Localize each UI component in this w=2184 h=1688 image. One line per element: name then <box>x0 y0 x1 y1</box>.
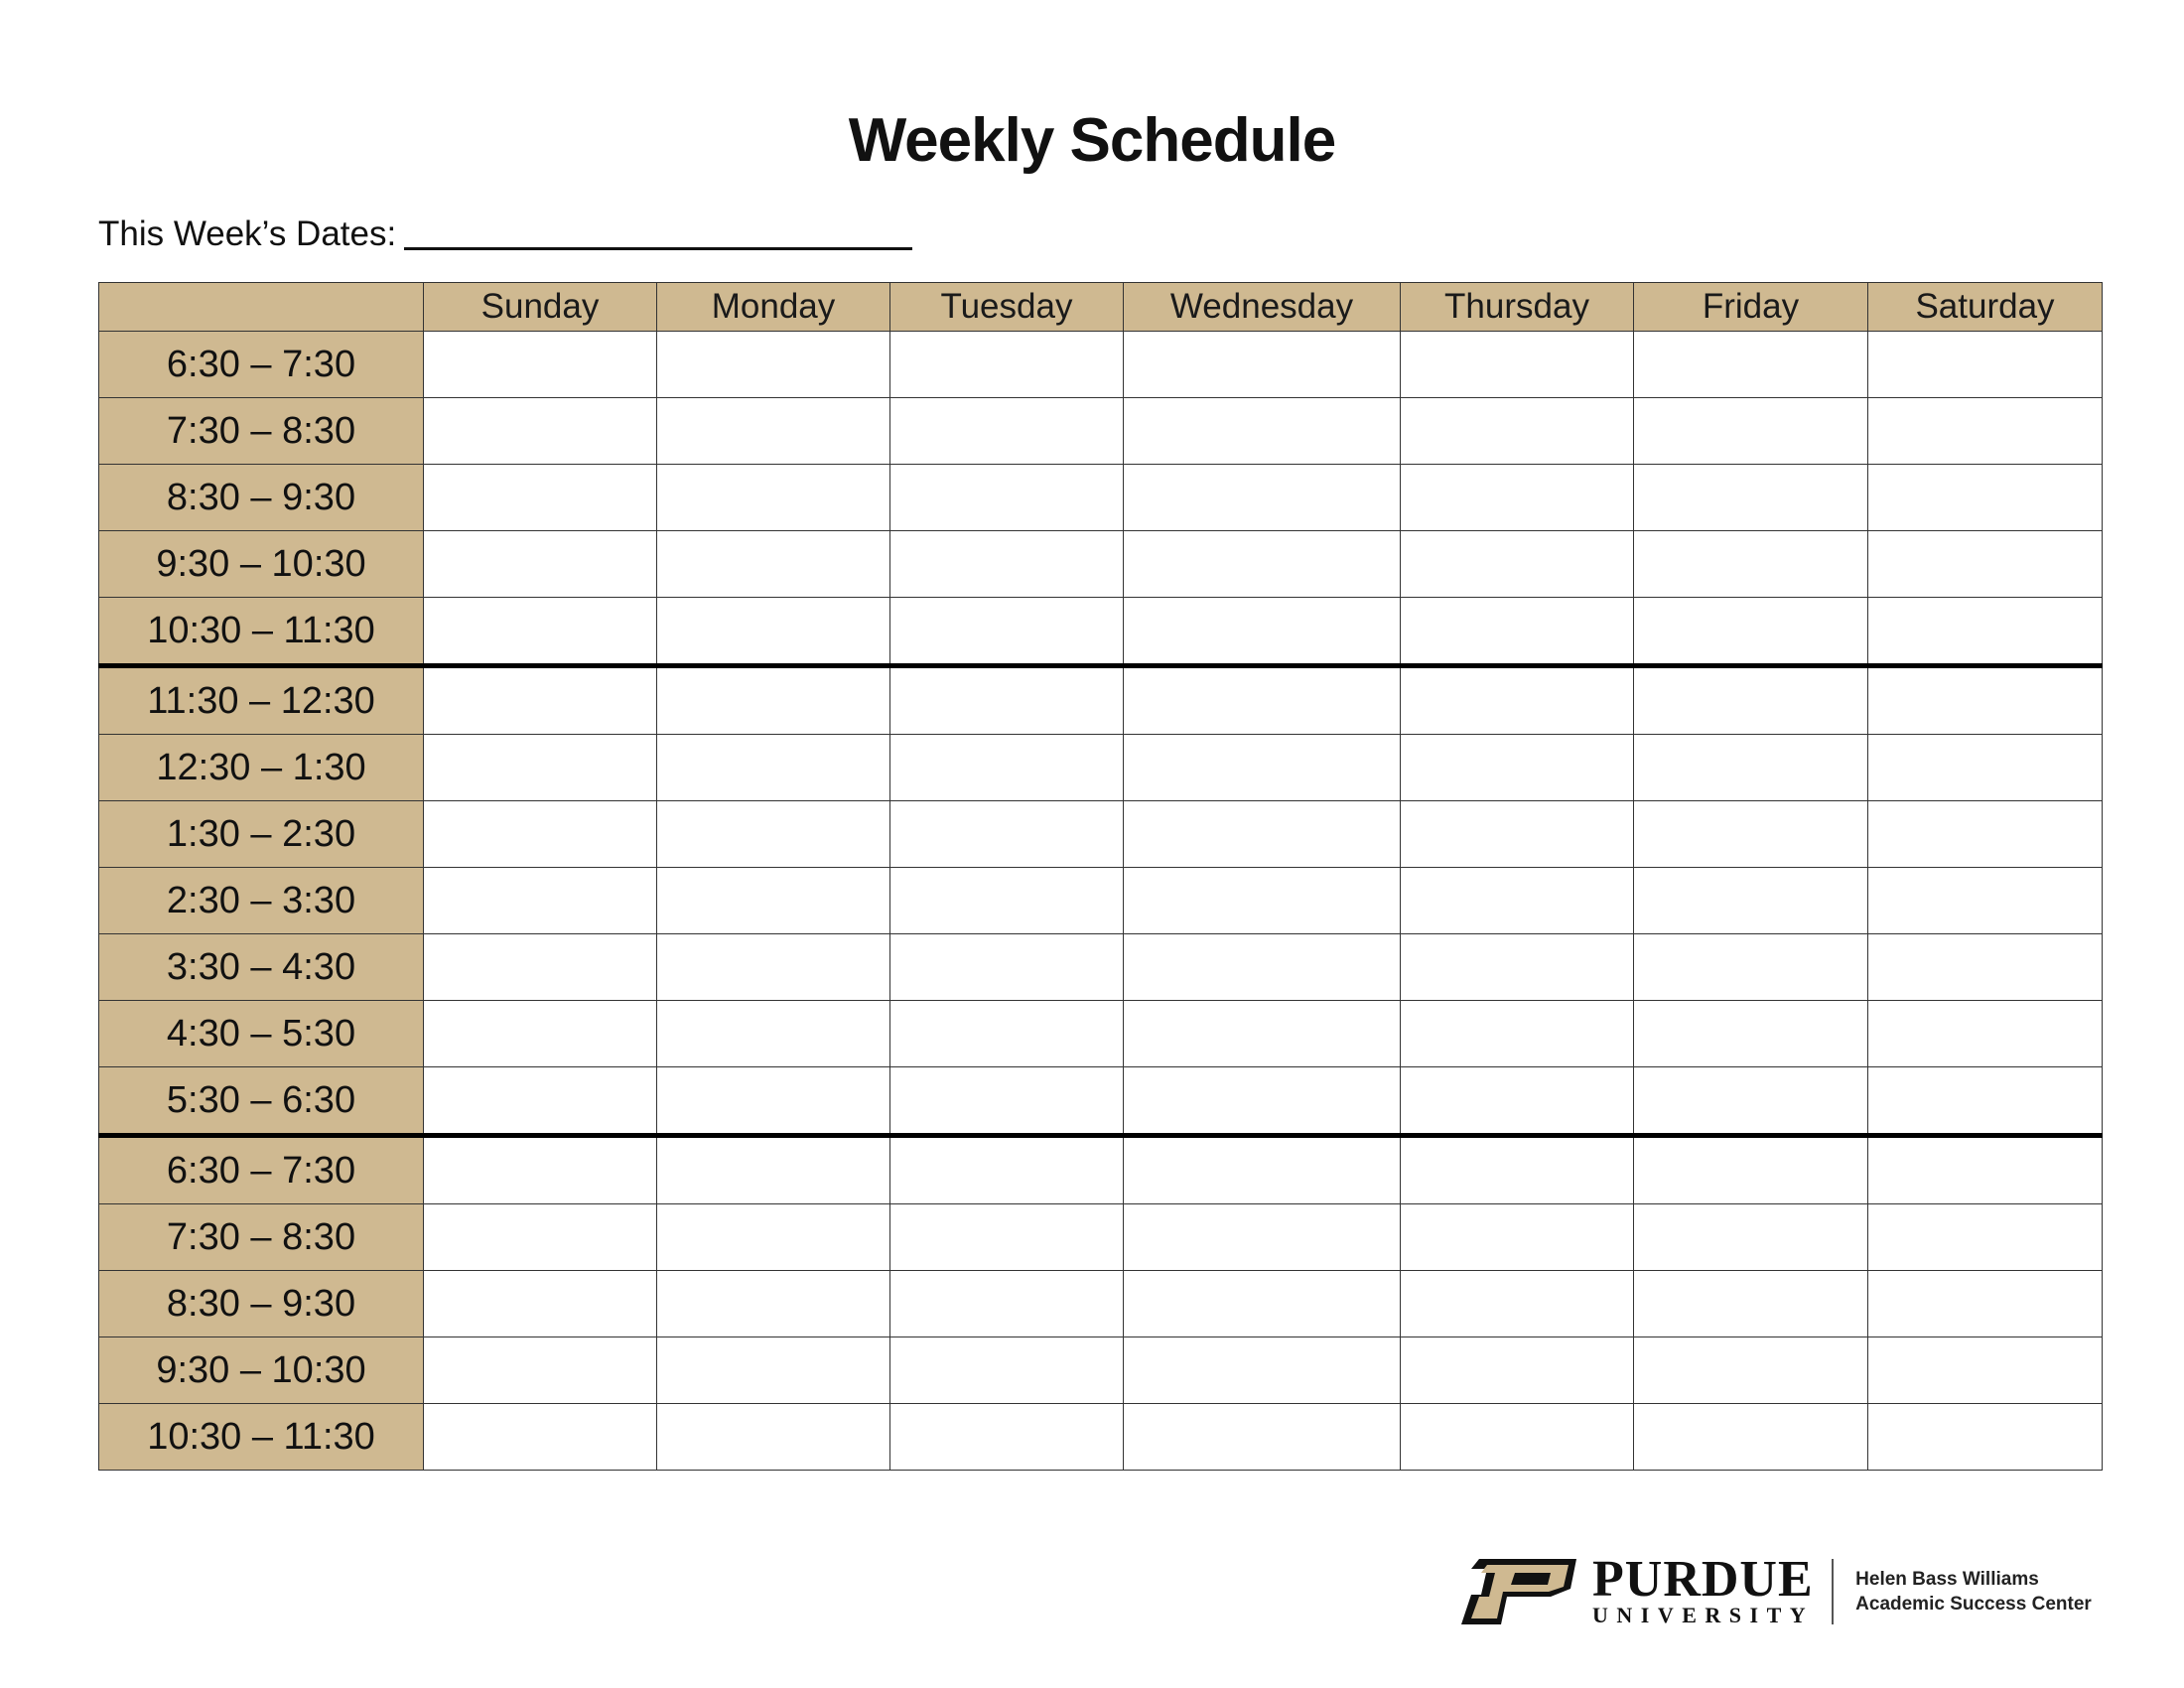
schedule-cell-thursday[interactable] <box>1401 465 1634 531</box>
schedule-cell-sunday[interactable] <box>424 398 657 465</box>
schedule-cell-thursday[interactable] <box>1401 666 1634 735</box>
schedule-cell-friday[interactable] <box>1634 1337 1868 1404</box>
schedule-cell-wednesday[interactable] <box>1124 465 1401 531</box>
day-header-tuesday: Tuesday <box>890 283 1124 332</box>
time-slot-row <box>99 1001 2103 1067</box>
time-slot-row <box>99 398 2103 465</box>
schedule-cell-saturday[interactable] <box>1868 1204 2103 1271</box>
schedule-cell-wednesday[interactable] <box>1124 332 1401 398</box>
schedule-cell-saturday[interactable] <box>1868 666 2103 735</box>
schedule-cell-tuesday[interactable] <box>890 1204 1124 1271</box>
schedule-cell-sunday[interactable] <box>424 868 657 934</box>
schedule-cell-saturday[interactable] <box>1868 1337 2103 1404</box>
schedule-cell-wednesday[interactable] <box>1124 666 1401 735</box>
schedule-cell-sunday[interactable] <box>424 465 657 531</box>
schedule-cell-sunday[interactable] <box>424 531 657 598</box>
time-slot-label: 10:30 – 11:30 <box>99 1404 424 1471</box>
time-slot-row <box>99 1337 2103 1404</box>
schedule-cell-monday[interactable] <box>657 1271 890 1337</box>
time-slot-label: 4:30 – 5:30 <box>99 1001 424 1067</box>
schedule-cell-wednesday[interactable] <box>1124 1337 1401 1404</box>
schedule-cell-friday[interactable] <box>1634 1404 1868 1471</box>
time-slot-label: 7:30 – 8:30 <box>99 1204 424 1271</box>
schedule-cell-tuesday[interactable] <box>890 735 1124 801</box>
schedule-cell-thursday[interactable] <box>1401 1136 1634 1204</box>
schedule-cell-wednesday[interactable] <box>1124 1271 1401 1337</box>
schedule-cell-friday[interactable] <box>1634 332 1868 398</box>
time-slot-label: 6:30 – 7:30 <box>99 332 424 398</box>
schedule-cell-thursday[interactable] <box>1401 1001 1634 1067</box>
schedule-cell-saturday[interactable] <box>1868 531 2103 598</box>
schedule-cell-saturday[interactable] <box>1868 398 2103 465</box>
schedule-cell-sunday[interactable] <box>424 1136 657 1204</box>
schedule-cell-wednesday[interactable] <box>1124 1067 1401 1136</box>
schedule-cell-thursday[interactable] <box>1401 868 1634 934</box>
schedule-cell-tuesday[interactable] <box>890 598 1124 666</box>
day-header-saturday: Saturday <box>1868 283 2103 332</box>
day-header-wednesday: Wednesday <box>1124 283 1401 332</box>
schedule-cell-saturday[interactable] <box>1868 934 2103 1001</box>
schedule-cell-thursday[interactable] <box>1401 1204 1634 1271</box>
schedule-cell-saturday[interactable] <box>1868 735 2103 801</box>
schedule-cell-thursday[interactable] <box>1401 332 1634 398</box>
schedule-cell-thursday[interactable] <box>1401 735 1634 801</box>
schedule-cell-sunday[interactable] <box>424 598 657 666</box>
schedule-cell-sunday[interactable] <box>424 1067 657 1136</box>
wordmark-university: UNIVERSITY <box>1592 1603 1815 1627</box>
schedule-cell-wednesday[interactable] <box>1124 598 1401 666</box>
purdue-p-logo-icon <box>1459 1557 1582 1626</box>
schedule-cell-thursday[interactable] <box>1401 1271 1634 1337</box>
schedule-cell-monday[interactable] <box>657 1204 890 1271</box>
schedule-cell-wednesday[interactable] <box>1124 1001 1401 1067</box>
time-slot-row <box>99 1067 2103 1136</box>
schedule-cell-sunday[interactable] <box>424 1001 657 1067</box>
schedule-cell-sunday[interactable] <box>424 332 657 398</box>
day-header-thursday: Thursday <box>1401 283 1634 332</box>
schedule-cell-friday[interactable] <box>1634 1001 1868 1067</box>
schedule-cell-monday[interactable] <box>657 1337 890 1404</box>
schedule-cell-wednesday[interactable] <box>1124 398 1401 465</box>
schedule-cell-tuesday[interactable] <box>890 332 1124 398</box>
day-header-sunday: Sunday <box>424 283 657 332</box>
schedule-cell-monday[interactable] <box>657 666 890 735</box>
week-dates-row <box>98 211 912 258</box>
schedule-cell-monday[interactable] <box>657 934 890 1001</box>
time-slot-label: 5:30 – 6:30 <box>99 1067 424 1136</box>
schedule-cell-thursday[interactable] <box>1401 1404 1634 1471</box>
schedule-cell-monday[interactable] <box>657 868 890 934</box>
week-dates-label: This Week’s Dates: <box>98 214 397 253</box>
schedule-cell-saturday[interactable] <box>1868 332 2103 398</box>
wordmark-purdue: PURDUE <box>1592 1551 1814 1608</box>
schedule-cell-monday[interactable] <box>657 531 890 598</box>
schedule-table <box>98 282 2103 1471</box>
day-header-friday: Friday <box>1634 283 1868 332</box>
schedule-cell-wednesday[interactable] <box>1124 735 1401 801</box>
time-slot-row <box>99 868 2103 934</box>
schedule-cell-friday[interactable] <box>1634 1271 1868 1337</box>
schedule-cell-friday[interactable] <box>1634 1067 1868 1136</box>
schedule-cell-thursday[interactable] <box>1401 934 1634 1001</box>
time-slot-row <box>99 1136 2103 1204</box>
schedule-cell-thursday[interactable] <box>1401 1067 1634 1136</box>
schedule-cell-monday[interactable] <box>657 735 890 801</box>
schedule-cell-sunday[interactable] <box>424 1204 657 1271</box>
schedule-cell-tuesday[interactable] <box>890 1271 1124 1337</box>
schedule-cell-saturday[interactable] <box>1868 465 2103 531</box>
schedule-cell-friday[interactable] <box>1634 1136 1868 1204</box>
schedule-cell-friday[interactable] <box>1634 531 1868 598</box>
schedule-cell-saturday[interactable] <box>1868 1404 2103 1471</box>
schedule-cell-thursday[interactable] <box>1401 1337 1634 1404</box>
schedule-cell-sunday[interactable] <box>424 735 657 801</box>
schedule-cell-saturday[interactable] <box>1868 1001 2103 1067</box>
schedule-cell-wednesday[interactable] <box>1124 1136 1401 1204</box>
time-slot-row <box>99 465 2103 531</box>
schedule-cell-monday[interactable] <box>657 1001 890 1067</box>
schedule-cell-wednesday[interactable] <box>1124 531 1401 598</box>
schedule-cell-monday[interactable] <box>657 801 890 868</box>
time-slot-label: 8:30 – 9:30 <box>99 465 424 531</box>
schedule-cell-friday[interactable] <box>1634 598 1868 666</box>
schedule-cell-friday[interactable] <box>1634 868 1868 934</box>
schedule-cell-tuesday[interactable] <box>890 531 1124 598</box>
schedule-cell-monday[interactable] <box>657 1404 890 1471</box>
schedule-cell-sunday[interactable] <box>424 1404 657 1471</box>
schedule-cell-tuesday[interactable] <box>890 398 1124 465</box>
day-header-row <box>99 283 2103 332</box>
schedule-cell-saturday[interactable] <box>1868 801 2103 868</box>
footer-divider <box>1832 1559 1834 1624</box>
schedule-cell-tuesday[interactable] <box>890 1337 1124 1404</box>
time-slot-label: 3:30 – 4:30 <box>99 934 424 1001</box>
schedule-cell-sunday[interactable] <box>424 1337 657 1404</box>
time-slot-row <box>99 598 2103 666</box>
schedule-cell-wednesday[interactable] <box>1124 1404 1401 1471</box>
schedule-cell-thursday[interactable] <box>1401 398 1634 465</box>
time-slot-label: 8:30 – 9:30 <box>99 1271 424 1337</box>
schedule-body <box>99 332 2103 1471</box>
schedule-cell-wednesday[interactable] <box>1124 868 1401 934</box>
schedule-cell-thursday[interactable] <box>1401 598 1634 666</box>
success-center-line-2: Academic Success Center <box>1855 1594 2092 1615</box>
schedule-cell-wednesday[interactable] <box>1124 801 1401 868</box>
schedule-cell-tuesday[interactable] <box>890 1001 1124 1067</box>
schedule-cell-friday[interactable] <box>1634 934 1868 1001</box>
purdue-wordmark <box>1592 1551 1815 1627</box>
schedule-cell-wednesday[interactable] <box>1124 1204 1401 1271</box>
schedule-cell-saturday[interactable] <box>1868 1136 2103 1204</box>
time-slot-row <box>99 1204 2103 1271</box>
schedule-cell-sunday[interactable] <box>424 1271 657 1337</box>
schedule-cell-saturday[interactable] <box>1868 868 2103 934</box>
time-slot-label: 2:30 – 3:30 <box>99 868 424 934</box>
schedule-cell-tuesday[interactable] <box>890 1404 1124 1471</box>
week-dates-blank-line[interactable] <box>404 247 912 250</box>
time-slot-row <box>99 735 2103 801</box>
schedule-cell-saturday[interactable] <box>1868 598 2103 666</box>
schedule-cell-saturday[interactable] <box>1868 1067 2103 1136</box>
success-center-name <box>1855 1567 2092 1617</box>
time-slot-label: 11:30 – 12:30 <box>99 666 424 735</box>
schedule-cell-tuesday[interactable] <box>890 1136 1124 1204</box>
schedule-cell-sunday[interactable] <box>424 801 657 868</box>
time-slot-row <box>99 531 2103 598</box>
time-slot-row <box>99 666 2103 735</box>
time-slot-label: 9:30 – 10:30 <box>99 531 424 598</box>
schedule-cell-tuesday[interactable] <box>890 666 1124 735</box>
schedule-cell-tuesday[interactable] <box>890 801 1124 868</box>
time-slot-label: 1:30 – 2:30 <box>99 801 424 868</box>
schedule-cell-sunday[interactable] <box>424 934 657 1001</box>
time-slot-row <box>99 1271 2103 1337</box>
corner-header-cell <box>99 283 424 332</box>
success-center-line-1: Helen Bass Williams <box>1855 1569 2039 1590</box>
time-slot-row <box>99 332 2103 398</box>
schedule-cell-sunday[interactable] <box>424 666 657 735</box>
schedule-cell-monday[interactable] <box>657 332 890 398</box>
schedule-cell-friday[interactable] <box>1634 735 1868 801</box>
schedule-cell-friday[interactable] <box>1634 1204 1868 1271</box>
schedule-cell-monday[interactable] <box>657 398 890 465</box>
time-slot-label: 6:30 – 7:30 <box>99 1136 424 1204</box>
schedule-cell-monday[interactable] <box>657 465 890 531</box>
footer-branding <box>1459 1551 2092 1628</box>
page-title: Weekly Schedule <box>848 106 1336 175</box>
schedule-cell-monday[interactable] <box>657 1136 890 1204</box>
schedule-cell-thursday[interactable] <box>1401 801 1634 868</box>
schedule-cell-tuesday[interactable] <box>890 465 1124 531</box>
time-slot-row <box>99 1404 2103 1471</box>
schedule-cell-wednesday[interactable] <box>1124 934 1401 1001</box>
time-slot-row <box>99 801 2103 868</box>
schedule-cell-thursday[interactable] <box>1401 531 1634 598</box>
schedule-cell-friday[interactable] <box>1634 801 1868 868</box>
schedule-cell-monday[interactable] <box>657 598 890 666</box>
schedule-cell-tuesday[interactable] <box>890 1067 1124 1136</box>
schedule-cell-friday[interactable] <box>1634 465 1868 531</box>
schedule-cell-saturday[interactable] <box>1868 1271 2103 1337</box>
time-slot-label: 7:30 – 8:30 <box>99 398 424 465</box>
schedule-cell-friday[interactable] <box>1634 666 1868 735</box>
time-slot-label: 12:30 – 1:30 <box>99 735 424 801</box>
schedule-cell-tuesday[interactable] <box>890 868 1124 934</box>
time-slot-label: 10:30 – 11:30 <box>99 598 424 666</box>
time-slot-label: 9:30 – 10:30 <box>99 1337 424 1404</box>
time-slot-row <box>99 934 2103 1001</box>
schedule-cell-monday[interactable] <box>657 1067 890 1136</box>
day-header-monday: Monday <box>657 283 890 332</box>
schedule-cell-tuesday[interactable] <box>890 934 1124 1001</box>
schedule-cell-friday[interactable] <box>1634 398 1868 465</box>
